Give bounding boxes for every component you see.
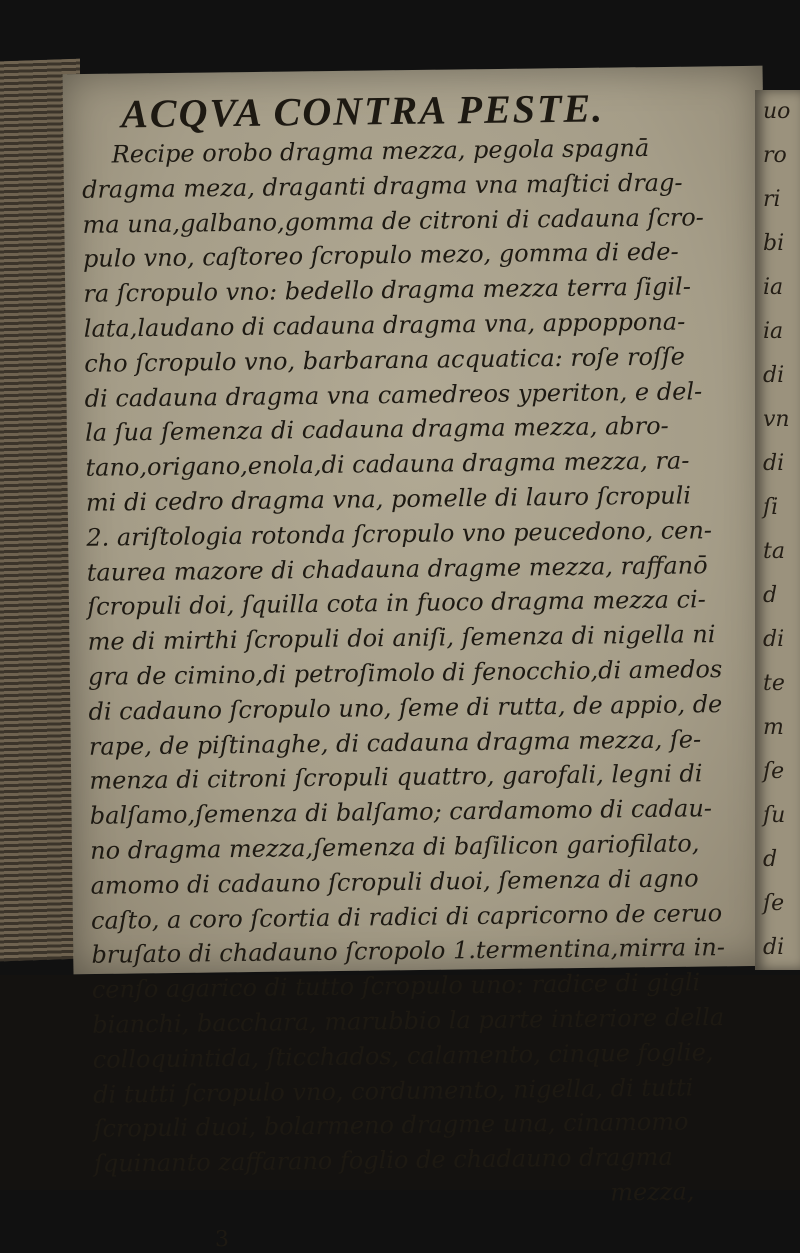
text-line: menza di citroni ſcropuli quattro, garofali, legni di	[89, 759, 703, 796]
facing-fragment: ia	[763, 319, 784, 344]
text-line: caſto, a coro ſcortia di radici di capricorno de ceruo	[90, 898, 723, 935]
facing-fragment: ta	[763, 539, 785, 564]
text-line: tano,origano,enola,di cadauna dragma mezza, ra-	[85, 446, 690, 482]
text-line: balſamo,ſemenza di balſamo; cardamomo di cadau-	[89, 794, 713, 830]
text-line: ſcropuli duoi, bolarmeno dragme una, cinamomo	[93, 1107, 689, 1144]
facing-fragment: ſe	[763, 891, 785, 916]
facing-fragment: ſi	[763, 495, 779, 520]
page-heading: ACQVA CONTRA PESTE.	[120, 85, 605, 137]
text-line: taurea mazore di chadauna dragme mezza, raffanō	[86, 550, 708, 587]
facing-fragment: di	[763, 451, 785, 476]
text-line: ma una,galbano,gomma de citroni di cadauna ſcro-	[82, 202, 704, 239]
facing-fragment: di	[763, 363, 785, 388]
text-line: amomo di cadauno ſcropuli duoi, ſemenza di agno	[90, 864, 699, 900]
text-line: mi di cedro dragma vna, pomelle di lauro ſcropuli	[85, 481, 692, 517]
facing-fragment: d	[763, 847, 778, 872]
text-line: rape, de piſtinaghe, di cadauna dragma mezza, ſe-	[88, 724, 702, 761]
facing-fragment: m	[763, 715, 784, 740]
text-line: 2. ariſtologia rotonda ſcropulo vno peucedono, cen-	[86, 515, 713, 552]
text-line: di tutti ſcropulo vno, cordumento, nigella, di tutti	[93, 1072, 694, 1109]
text-line: ra ſcropulo vno: bedello dragma mezza terra ſigil-	[83, 272, 692, 309]
text-line: ſcropuli doi, ſquilla cota in fuoco dragma mezza ci-	[87, 585, 706, 622]
signature-mark: 3	[214, 1226, 230, 1252]
text-line: bruſato di chadauno ſcropolo 1.termentina,mirra in-	[91, 933, 726, 970]
text-line: cenſo agarico di tutto ſcropulo uno: radice di gigli	[91, 968, 701, 1004]
facing-fragment: ſu	[763, 803, 786, 828]
facing-fragment: ſe	[763, 759, 785, 784]
text-line: lata,laudano di cadauna dragma vna, appoppona-	[83, 307, 686, 343]
text-line: bianchi, bacchara, marubbio la parte interiore della	[92, 1002, 725, 1039]
facing-fragment: d	[763, 583, 778, 608]
text-line: gra de cimino,di petroſimolo di fenocchio,di amedos	[87, 654, 723, 691]
text-line: di cadauno ſcropulo uno, ſeme di rutta, de appio, de	[88, 689, 723, 726]
text-line: la ſua ſemenza di cadauna dragma mezza, abro-	[84, 412, 669, 448]
text-line: ſquinanto zaffarano foglio de chadauno dragma	[93, 1142, 673, 1178]
text-line: pulo vno, caſtoreo ſcropulo mezo, gomma di ede-	[82, 237, 679, 274]
text-line: colloquintida, ſticchados, calamento, cinque foglie,	[92, 1037, 714, 1074]
text-line: Recipe orobo dragma mezza, pegola spagnā	[111, 133, 650, 169]
text-line: dragma meza, draganti dragma vna maſtici drag-	[81, 168, 683, 204]
facing-fragment: di	[763, 627, 785, 652]
facing-fragment: bi	[763, 231, 785, 256]
facing-fragment: vn	[763, 407, 790, 432]
facing-fragment: ri	[763, 187, 781, 212]
catchword: mezza,	[610, 1177, 695, 1207]
facing-fragment: te	[763, 671, 785, 696]
facing-page-strip	[755, 90, 800, 970]
facing-fragment: ia	[763, 275, 784, 300]
facing-fragment: uo	[763, 99, 791, 124]
text-line: me di mirthi ſcropuli doi aniſi, ſemenza di nigella ni	[87, 620, 716, 656]
facing-fragment: di	[763, 935, 785, 960]
text-line: di cadauna dragma vna camedreos yperiton, e del-	[84, 376, 703, 413]
text-line: no dragma mezza,ſemenza di baſilicon gariofilato,	[90, 829, 700, 865]
text-line: cho ſcropulo vno, barbarana acquatica: roſe roſſe	[84, 342, 686, 378]
facing-fragment: ro	[763, 143, 787, 168]
page-text	[81, 84, 726, 1253]
